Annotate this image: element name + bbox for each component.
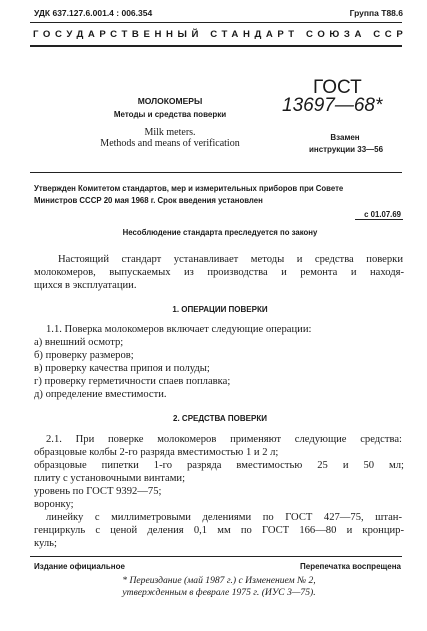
list-item: а) внешний осмотр; — [34, 337, 124, 348]
reissue-note-line2: утвержденным в феврале 1975 г. (ИУС 3—75). — [122, 587, 316, 598]
banner-rule — [30, 45, 402, 47]
english-title-line1: Milk meters. — [144, 127, 196, 138]
section2-line: образцовые колбы 2-го разряда вместимостью 1 и 2 л; — [34, 447, 279, 458]
gost-number: 13697—68* — [282, 95, 383, 116]
gost-label: ГОСТ — [313, 77, 362, 98]
approval-line2: Министров СССР 20 мая 1968 г. Срок введения установлен — [34, 196, 263, 205]
section2-line: образцовые пипетки 1-го разряда вместимостью 25 и 50 мл; — [34, 460, 404, 471]
section1-lead: 1.1. Поверка молокомеров включает следующие операции: — [46, 324, 312, 335]
footer-rule — [30, 556, 402, 557]
section1-heading: 1. ОПЕРАЦИИ ПОВЕРКИ — [172, 305, 268, 314]
top-rule — [30, 22, 402, 23]
reprint-prohibited: Перепечатка воспрещена — [300, 562, 401, 571]
document-title: МОЛОКОМЕРЫ — [137, 96, 203, 106]
section2-line: генциркуль с ценой деления 0,1 мм по ГОСТ 166—80 и кронцир- — [34, 525, 404, 536]
section2-heading: 2. СРЕДСТВА ПОВЕРКИ — [173, 414, 267, 423]
date-underline — [355, 219, 403, 220]
legal-warning: Несоблюдение стандарта преследуется по закону — [122, 228, 318, 237]
approval-line1: Утвержден Комитетом стандартов, мер и измерительных приборов при Совете — [34, 184, 344, 193]
list-item: д) определение вместимости. — [34, 389, 167, 400]
section2-line: 2.1. При поверке молокомеров применяют следующие средства: — [46, 434, 402, 445]
list-item: г) проверку герметичности спаев поплавка; — [34, 376, 231, 387]
section2-line: линейку с миллиметровыми делениями по ГОСТ 427—75, штан- — [46, 512, 402, 523]
replaces-instruction: инструкции 33—56 — [308, 145, 384, 154]
list-item: б) проверку размеров; — [34, 350, 134, 361]
standard-banner: ГОСУДАРСТВЕННЫЙ СТАНДАРТ СОЮЗА ССР — [33, 29, 408, 40]
group-code: Группа Т88.6 — [349, 8, 403, 18]
intro-line2: молокомеров, выпускаемых из производства и ремонта и находя- — [34, 267, 404, 278]
list-item: в) проверку качества припоя и полуды; — [34, 363, 210, 374]
section2-line: воронку; — [34, 499, 74, 510]
english-title-line2: Methods and means of verification — [100, 138, 240, 149]
reissue-note-line1: * Переиздание (май 1987 г.) с Изменением № 2, — [122, 575, 316, 586]
effective-date: с 01.07.69 — [364, 210, 401, 219]
replaces-label: Взамен — [330, 133, 360, 142]
section2-line: плиту с установочными винтами; — [34, 473, 186, 484]
intro-line3: щихся в эксплуатации. — [34, 280, 137, 291]
section2-line: уровень по ГОСТ 9392—75; — [34, 486, 162, 497]
section2-line: куль; — [34, 538, 57, 549]
title-rule — [30, 172, 402, 173]
udk-code: УДК 637.127.6.001.4 : 006.354 — [34, 8, 153, 18]
intro-line1: Настоящий стандарт устанавливает методы и средства поверки — [58, 254, 403, 265]
official-edition: Издание официальное — [34, 562, 125, 571]
document-subtitle: Методы и средства поверки — [113, 110, 227, 119]
